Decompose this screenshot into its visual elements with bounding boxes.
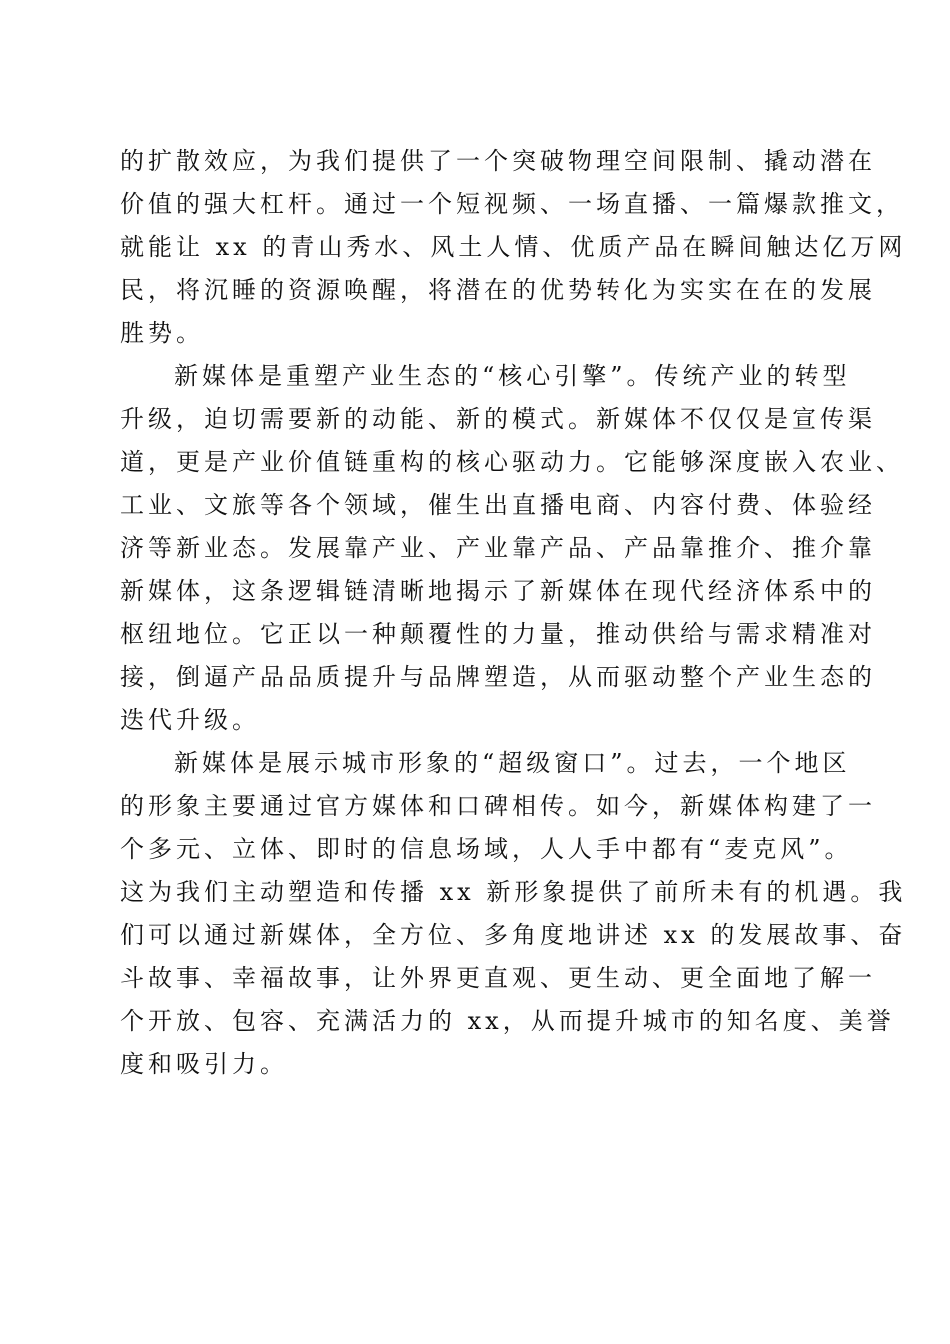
text-line: 们可以通过新媒体，全方位、多角度地讲述 xx 的发展故事、奋 [120, 921, 907, 949]
text-line: 就能让 xx 的青山秀水、风土人情、优质产品在瞬间触达亿万网 [120, 233, 907, 261]
text-line: 民，将沉睡的资源唤醒，将潜在的优势转化为实实在在的发展 [120, 276, 876, 304]
body-text [120, 140, 907, 1086]
paragraph-start-line: 新媒体是重塑产业生态的“核心引擎”。传统产业的转型 [174, 362, 851, 390]
text-line: 工业、文旅等各个领域，催生出直播电商、内容付费、体验经 [120, 491, 876, 519]
text-line: 的扩散效应，为我们提供了一个突破物理空间限制、撬动潜在 [120, 147, 876, 175]
text-line: 升级，迫切需要新的动能、新的模式。新媒体不仅仅是宣传渠 [120, 405, 876, 433]
text-line: 道，更是产业价值链重构的核心驱动力。它能够深度嵌入农业、 [120, 448, 904, 476]
text-line: 的形象主要通过官方媒体和口碑相传。如今，新媒体构建了一 [120, 792, 876, 820]
text-line: 价值的强大杠杆。通过一个短视频、一场直播、一篇爆款推文， [120, 190, 904, 218]
text-line: 度和吸引力。 [120, 1050, 288, 1078]
text-line: 接，倒逼产品品质提升与品牌塑造，从而驱动整个产业生态的 [120, 663, 876, 691]
text-line: 这为我们主动塑造和传播 xx 新形象提供了前所未有的机遇。我 [120, 878, 907, 906]
text-line: 个开放、包容、充满活力的 xx，从而提升城市的知名度、美誉 [120, 1007, 895, 1035]
text-line: 枢纽地位。它正以一种颠覆性的力量，推动供给与需求精准对 [120, 620, 876, 648]
text-line: 斗故事、幸福故事，让外界更直观、更生动、更全面地了解一 [120, 964, 876, 992]
text-line: 济等新业态。发展靠产业、产业靠产品、产品靠推介、推介靠 [120, 534, 876, 562]
text-line: 新媒体，这条逻辑链清晰地揭示了新媒体在现代经济体系中的 [120, 577, 876, 605]
text-line: 胜势。 [120, 319, 204, 347]
paragraph-start-line: 新媒体是展示城市形象的“超级窗口”。过去，一个地区 [174, 749, 851, 777]
text-line: 迭代升级。 [120, 706, 260, 734]
text-line: 个多元、立体、即时的信息场域，人人手中都有“麦克风”。 [120, 835, 853, 863]
